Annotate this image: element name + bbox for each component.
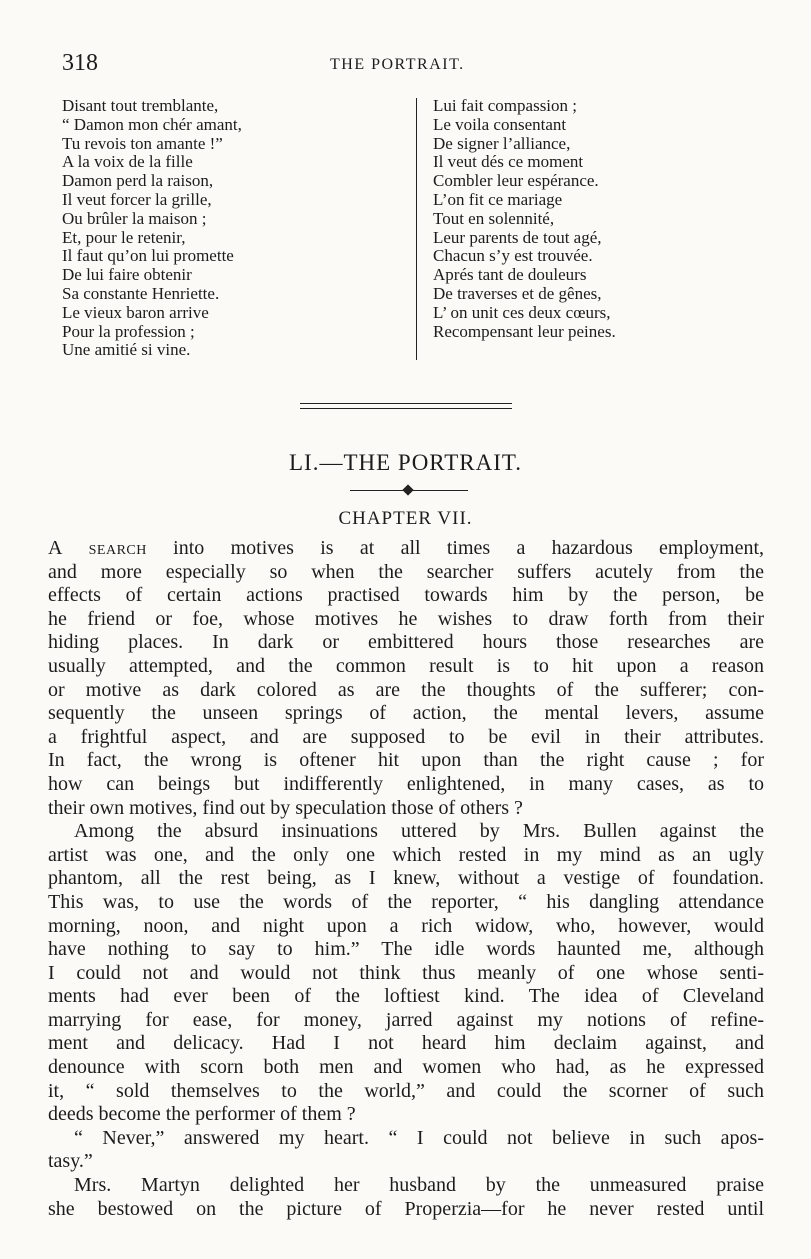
text-line-content: into motives is at all times a hazardous employment,	[173, 537, 765, 559]
text-line: a frightful aspect, and are supposed to be evil in their attributes.	[48, 725, 764, 748]
opening-small-caps: A search	[48, 537, 147, 559]
section-rule-bottom	[300, 408, 512, 409]
text-line: In fact, the wrong is oftener hit upon than the right cause ; for	[48, 749, 764, 772]
poem-line: De lui faire obtenir	[62, 265, 192, 285]
poem-line: L’on fit ce mariage	[433, 189, 563, 209]
poem-line: De signer l’alliance,	[433, 133, 571, 153]
poem-line: Il faut qu’on lui promette	[62, 246, 234, 266]
poem-line: Pour la profession ;	[62, 321, 195, 341]
poem-line: Il veut forcer la grille,	[62, 189, 212, 209]
poem-line: De traverses et de gênes,	[433, 283, 602, 303]
poem-line: L’ on unit ces deux cœurs,	[433, 302, 611, 322]
poem-line: Combler leur espérance.	[433, 171, 599, 191]
text-line: marrying for ease, for money, jarred against my notions of refine-	[48, 1008, 764, 1031]
poem-line: Lui fait compassion ;	[433, 96, 578, 115]
poem-line: Disant tout tremblante,	[62, 96, 219, 115]
text-line: I could not and would not think thus meanly of one whose senti-	[48, 961, 764, 984]
text-line: hiding places. In dark or embittered hours those researches are	[48, 631, 764, 654]
column-divider	[416, 98, 417, 360]
text-line: Mrs. Martyn delighted her husband by the unmeasured praise	[74, 1174, 764, 1197]
poem-line: Recompensant leur peines.	[433, 321, 616, 341]
text-line: morning, noon, and night upon a rich widow, who, however, would	[48, 914, 764, 937]
chapter-heading: LI.—THE PORTRAIT.	[288, 450, 523, 475]
text-line: it, “ sold themselves to the world,” and could the scorner of such	[48, 1079, 764, 1102]
text-line: ment and delicacy. Had I not heard him declaim against, and	[48, 1032, 764, 1055]
poem-left-column	[62, 97, 242, 360]
page-number: 318	[62, 50, 98, 76]
text-line: deeds become the performer of them ?	[48, 1103, 356, 1126]
running-head: THE PORTRAIT.	[330, 56, 465, 73]
poem-right-column	[433, 97, 616, 341]
text-line: This was, to use the words of the reporter, “ his dangling attendance	[48, 890, 764, 913]
poem-line: Sa constante Henriette.	[62, 283, 220, 303]
text-line: denounce with scorn both men and women who had, as he expressed	[48, 1056, 764, 1079]
poem-line: Le voila consentant	[433, 114, 567, 134]
text-line: Among the absurd insinuations uttered by Mrs. Bullen against the	[74, 820, 764, 843]
poem-line: Tout en solennité,	[433, 208, 555, 228]
poem-line: Il veut dés ce moment	[433, 152, 584, 172]
ornament-diamond-icon	[402, 484, 413, 495]
chapter-subtitle: CHAPTER VII.	[338, 508, 473, 529]
text-line: he friend or foe, whose motives he wishes to draw forth from their	[48, 607, 764, 630]
text-line: ments had ever been of the loftiest kind. The idea of Cleveland	[48, 985, 764, 1008]
text-line: their own motives, find out by speculation those of others ?	[48, 796, 523, 819]
text-line: tasy.”	[48, 1150, 93, 1173]
poem-line: Aprés tant de douleurs	[433, 265, 587, 285]
poem-line: A la voix de la fille	[62, 152, 193, 172]
poem-line: “ Damon mon chér amant,	[62, 114, 242, 134]
poem-line: Tu revois ton amante !”	[62, 133, 223, 153]
text-line: sequently the unseen springs of action, the mental levers, assume	[48, 702, 764, 725]
poem-line: Chacun s’y est trouvée.	[433, 246, 593, 266]
poem-line: Et, pour le retenir,	[62, 227, 186, 247]
text-line: artist was one, and the only one which rested in my mind as an ugly	[48, 843, 764, 866]
text-line: and more especially so when the searcher suffers acutely from the	[48, 560, 764, 583]
text-line: she bestowed on the picture of Properzia—for he never rested until	[48, 1197, 764, 1220]
text-line: “ Never,” answered my heart. “ I could not believe in such apos-	[74, 1126, 764, 1149]
poem-line: Damon perd la raison,	[62, 171, 214, 191]
section-rule-top	[300, 403, 512, 404]
text-line: phantom, all the rest being, as I knew, without a vestige of foundation.	[48, 867, 764, 890]
text-line	[48, 537, 764, 561]
text-line: how can beings but indifferently enlightened, in many cases, as to	[48, 772, 764, 795]
poem-line: Une amitié si vine.	[62, 340, 191, 360]
text-line: or motive as dark colored as are the thoughts of the sufferer; con-	[48, 678, 764, 701]
text-line: effects of certain actions practised towards him by the person, be	[48, 584, 764, 607]
poem-line: Le vieux baron arrive	[62, 302, 209, 322]
body-text	[48, 537, 764, 1221]
text-line: usually attempted, and the common result is to hit upon a reason	[48, 654, 764, 677]
poem-line: Leur parents de tout agé,	[433, 227, 602, 247]
poem-line: Ou brûler la maison ;	[62, 208, 207, 228]
text-line: have nothing to say to him.” The idle words haunted me, although	[48, 938, 764, 961]
